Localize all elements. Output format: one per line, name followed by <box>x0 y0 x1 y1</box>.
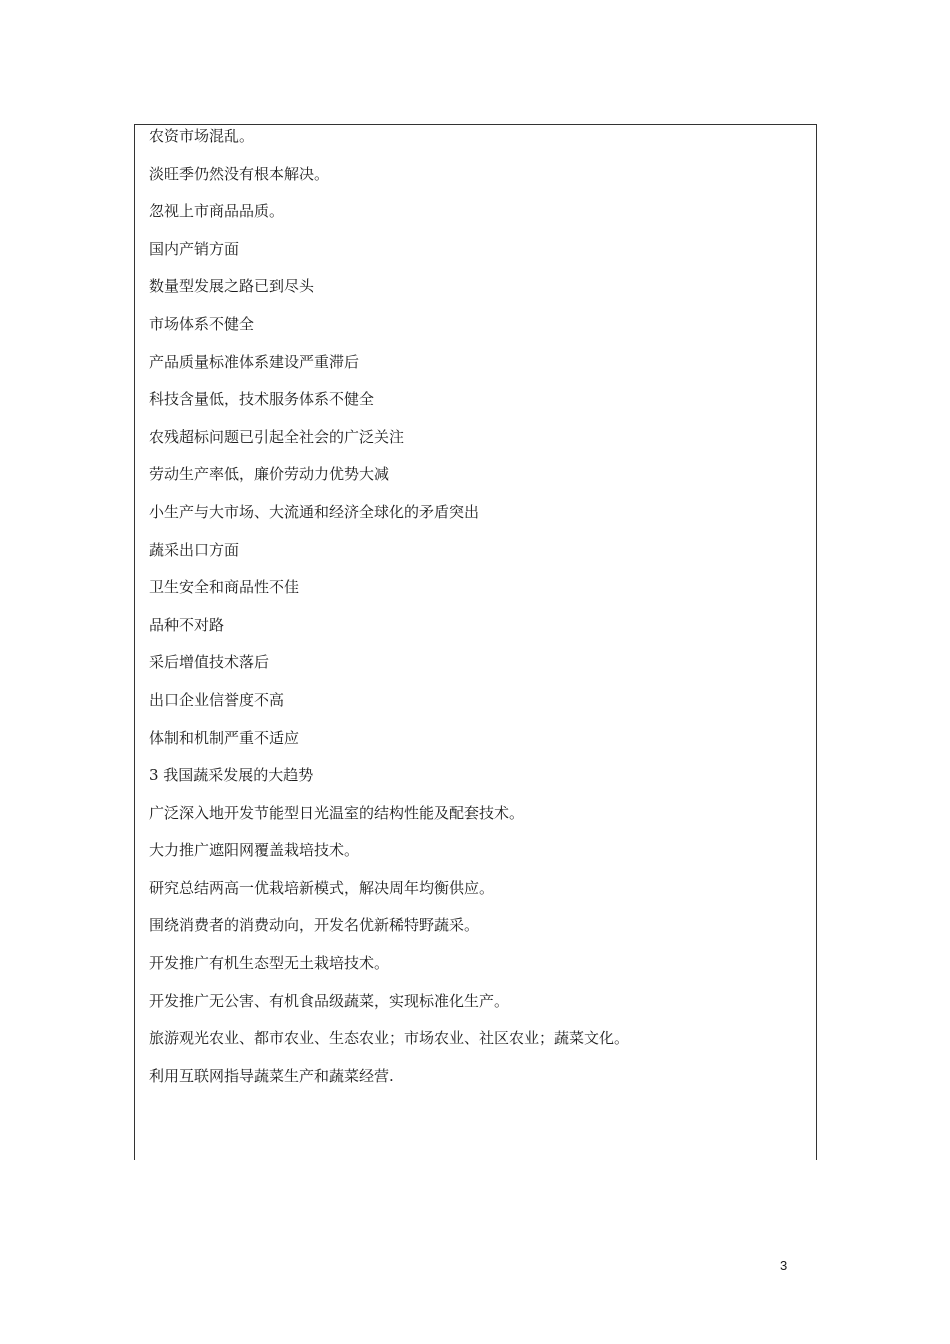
text-line: 开发推广无公害、有机食品级蔬菜，实现标准化生产。 <box>149 991 510 1010</box>
text-line: 小生产与大市场、大流通和经济全球化的矛盾突出 <box>149 502 480 521</box>
text-line: 卫生安全和商品性不佳 <box>149 578 300 597</box>
text-line: 农残超标问题已引起全社会的广泛关注 <box>149 427 405 446</box>
text-line: 忽视上市商品品质。 <box>149 202 285 221</box>
text-line: 开发推广有机生态型无土栽培技术。 <box>149 954 390 973</box>
page-number: 3 <box>780 1258 788 1273</box>
text-line: 品种不对路 <box>149 615 225 634</box>
text-line: 研究总结两高一优栽培新模式，解决周年均衡供应。 <box>149 878 495 897</box>
text-line: 产品质量标准体系建设严重滞后 <box>149 352 360 371</box>
text-line: 出口企业信誉度不高 <box>149 690 285 709</box>
text-line: 大力推广遮阳网覆盖栽培技术。 <box>149 841 360 860</box>
text-line: 淡旺季仍然没有根本解决。 <box>149 164 330 183</box>
text-line: 旅游观光农业、都市农业、生态农业；市场农业、社区农业；蔬菜文化。 <box>149 1029 630 1048</box>
text-line: 数量型发展之路已到尽头 <box>149 277 315 296</box>
section-heading: 国内产销方面 <box>149 239 240 258</box>
text-line: 围绕消费者的消费动向，开发名优新稀特野蔬采。 <box>149 916 480 935</box>
text-line: 采后增值技术落后 <box>149 653 270 672</box>
text-line: 科技含量低，技术服务体系不健全 <box>149 390 375 409</box>
text-line: 市场体系不健全 <box>149 314 255 333</box>
text-line: 广泛深入地开发节能型日光温室的结构性能及配套技术。 <box>149 803 525 822</box>
content-lines <box>149 126 809 1103</box>
text-line: 体制和机制严重不适应 <box>149 728 300 747</box>
text-line: 利用互联网指导蔬菜生产和蔬菜经营. <box>149 1066 394 1085</box>
section-heading: 蔬采出口方面 <box>149 540 240 559</box>
text-line: 农资市场混乱。 <box>149 127 255 145</box>
text-line: 劳动生产率低，廉价劳动力优势大减 <box>149 465 390 484</box>
section-heading: 3 我国蔬采发展的大趋势 <box>149 766 314 785</box>
